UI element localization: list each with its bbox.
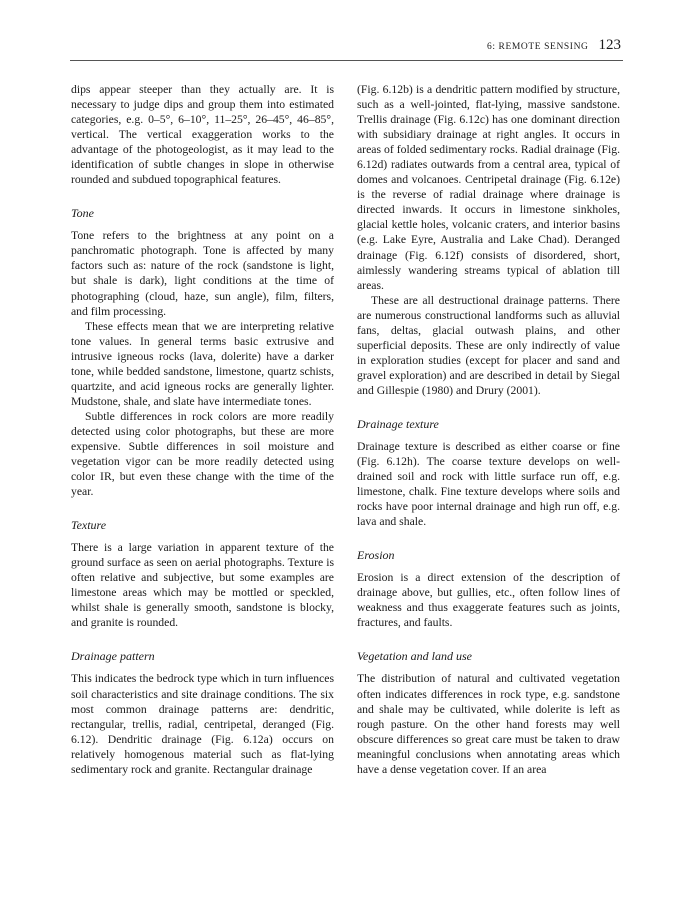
running-head: 6: REMOTE SENSING	[486, 42, 589, 52]
left-column	[71, 82, 334, 777]
drainage-continued-paragraph: (Fig. 6.12b) is a dendritic pattern modified by structure, such as a well-jointed, flat-lying, massive sandstone. Trellis drainage (Fig. 6.12c) has one dominant direction with subsidiary drainage at right angles. It occurs in areas of folded sedimentary rocks. Radial drainage (Fig. 6.12d) radiates outwards from a central area, typical of domes and volcanoes. Centripetal drainage (Fig. 6.12e) is the reverse of radial drainage where drainage is directed inwards. It occurs in limestone sinkholes, glacial kettle holes, volcanic craters, and interior basins (e.g. Lake Eyre, Australia and Lake Chad). Deranged drainage (Fig. 6.12f) consists of disordered, short, aimlessly wandering streams typical of ablation till areas.	[357, 83, 620, 292]
drainage-pattern-paragraph: This indicates the bedrock type which in turn influences soil characteristics and site drainage conditions. The six most common drainage patterns are: dendritic, rectangular, trellis, radial, centripetal, deranged (Fig. 6.12). Dendritic drainage (Fig. 6.12a) occurs on relatively homogenous material such as flat-lying sedimentary rock and granite. Rectangular drainage	[71, 672, 334, 776]
vegetation-paragraph: The distribution of natural and cultivated vegetation often indicates differences in rock type, e.g. sandstone and shale may be cultivated, while dolerite is left as rough pasture. On the other hand forests may well obscure differences so great care must be taken to draw meaningful conclusions when annotating areas which have a dense vegetation cover. If an area	[357, 672, 620, 776]
erosion-paragraph: Erosion is a direct extension of the description of drainage above, but gullies, etc., often follow lines of weakness and thus exaggerate features such as joints, fractures, and faults.	[357, 571, 620, 630]
tone-paragraph-1: Tone refers to the brightness at any point on a panchromatic photograph. Tone is affected by many factors such as: nature of the rock (sandstone is light, but shale is dark), light conditions at the time of photographing (cloud, haze, sun angle), film, filters, and film processing.	[71, 229, 334, 318]
right-column	[357, 82, 620, 777]
page-header	[487, 37, 621, 54]
section-heading-vegetation: Vegetation and land use	[357, 649, 472, 664]
tone-paragraph-2: These effects mean that we are interpreting relative tone values. In general terms basic extrusive and intrusive igneous rocks (lava, dolerite) have a darker tone, while bedded sandstone, limestone, quartz schists, quartzite, and acid igneous rocks are generally lighter. Mudstone, shale, and slate have intermediate tones.	[71, 319, 334, 408]
tone-paragraph-3: Subtle differences in rock colors are more readily detected using color photographs, but these are more expensive. Subtle differences in soil moisture and vegetation vigor can be more readily detected using color IR, but even these change with the time of the year.	[71, 409, 334, 499]
page-number: 123	[598, 37, 621, 53]
texture-paragraph: There is a large variation in apparent texture of the ground surface as seen on aerial photographs. Texture is often relative and subjective, but some examples are limestone areas which may be mottled or speckled, whilst shale is generally smooth, sandstone is blocky, and granite is rounded.	[71, 541, 334, 630]
section-heading-drainage-pattern: Drainage pattern	[71, 649, 155, 664]
section-heading-drainage-texture: Drainage texture	[357, 416, 439, 431]
destructional-paragraph: These are all destructional drainage patterns. There are numerous constructional landforms such as alluvial fans, deltas, glacial outwash plains, and other superficial deposits. These are only indirectly of value in exploration studies (except for placer and sand and gravel exploration) and are described in detail by Siegal and Gillespie (1980) and Drury (2001).	[357, 293, 620, 397]
drainage-texture-paragraph: Drainage texture is described as either coarse or fine (Fig. 6.12h). The coarse texture develops on well-drained soil and rock with little surface run off, e.g. limestone, chalk. Fine texture develops where soils and rocks have poor internal drainage and high run off, e.g. lava and shale.	[357, 439, 620, 529]
intro-paragraph: dips appear steeper than they actually are. It is necessary to judge dips and group them into estimated categories, e.g. 0–5°, 6–10°, 11–25°, 26–45°, 46–85°, vertical. The vertical exaggeration works to the advantage of the photogeologist, as it may lead to the identification of subtle changes in slope in otherwise rounded and subdued topographical features.	[71, 83, 334, 187]
section-heading-texture: Texture	[71, 518, 107, 533]
section-heading-tone: Tone	[71, 206, 94, 221]
header-rule	[70, 60, 623, 61]
section-heading-erosion: Erosion	[357, 548, 395, 563]
